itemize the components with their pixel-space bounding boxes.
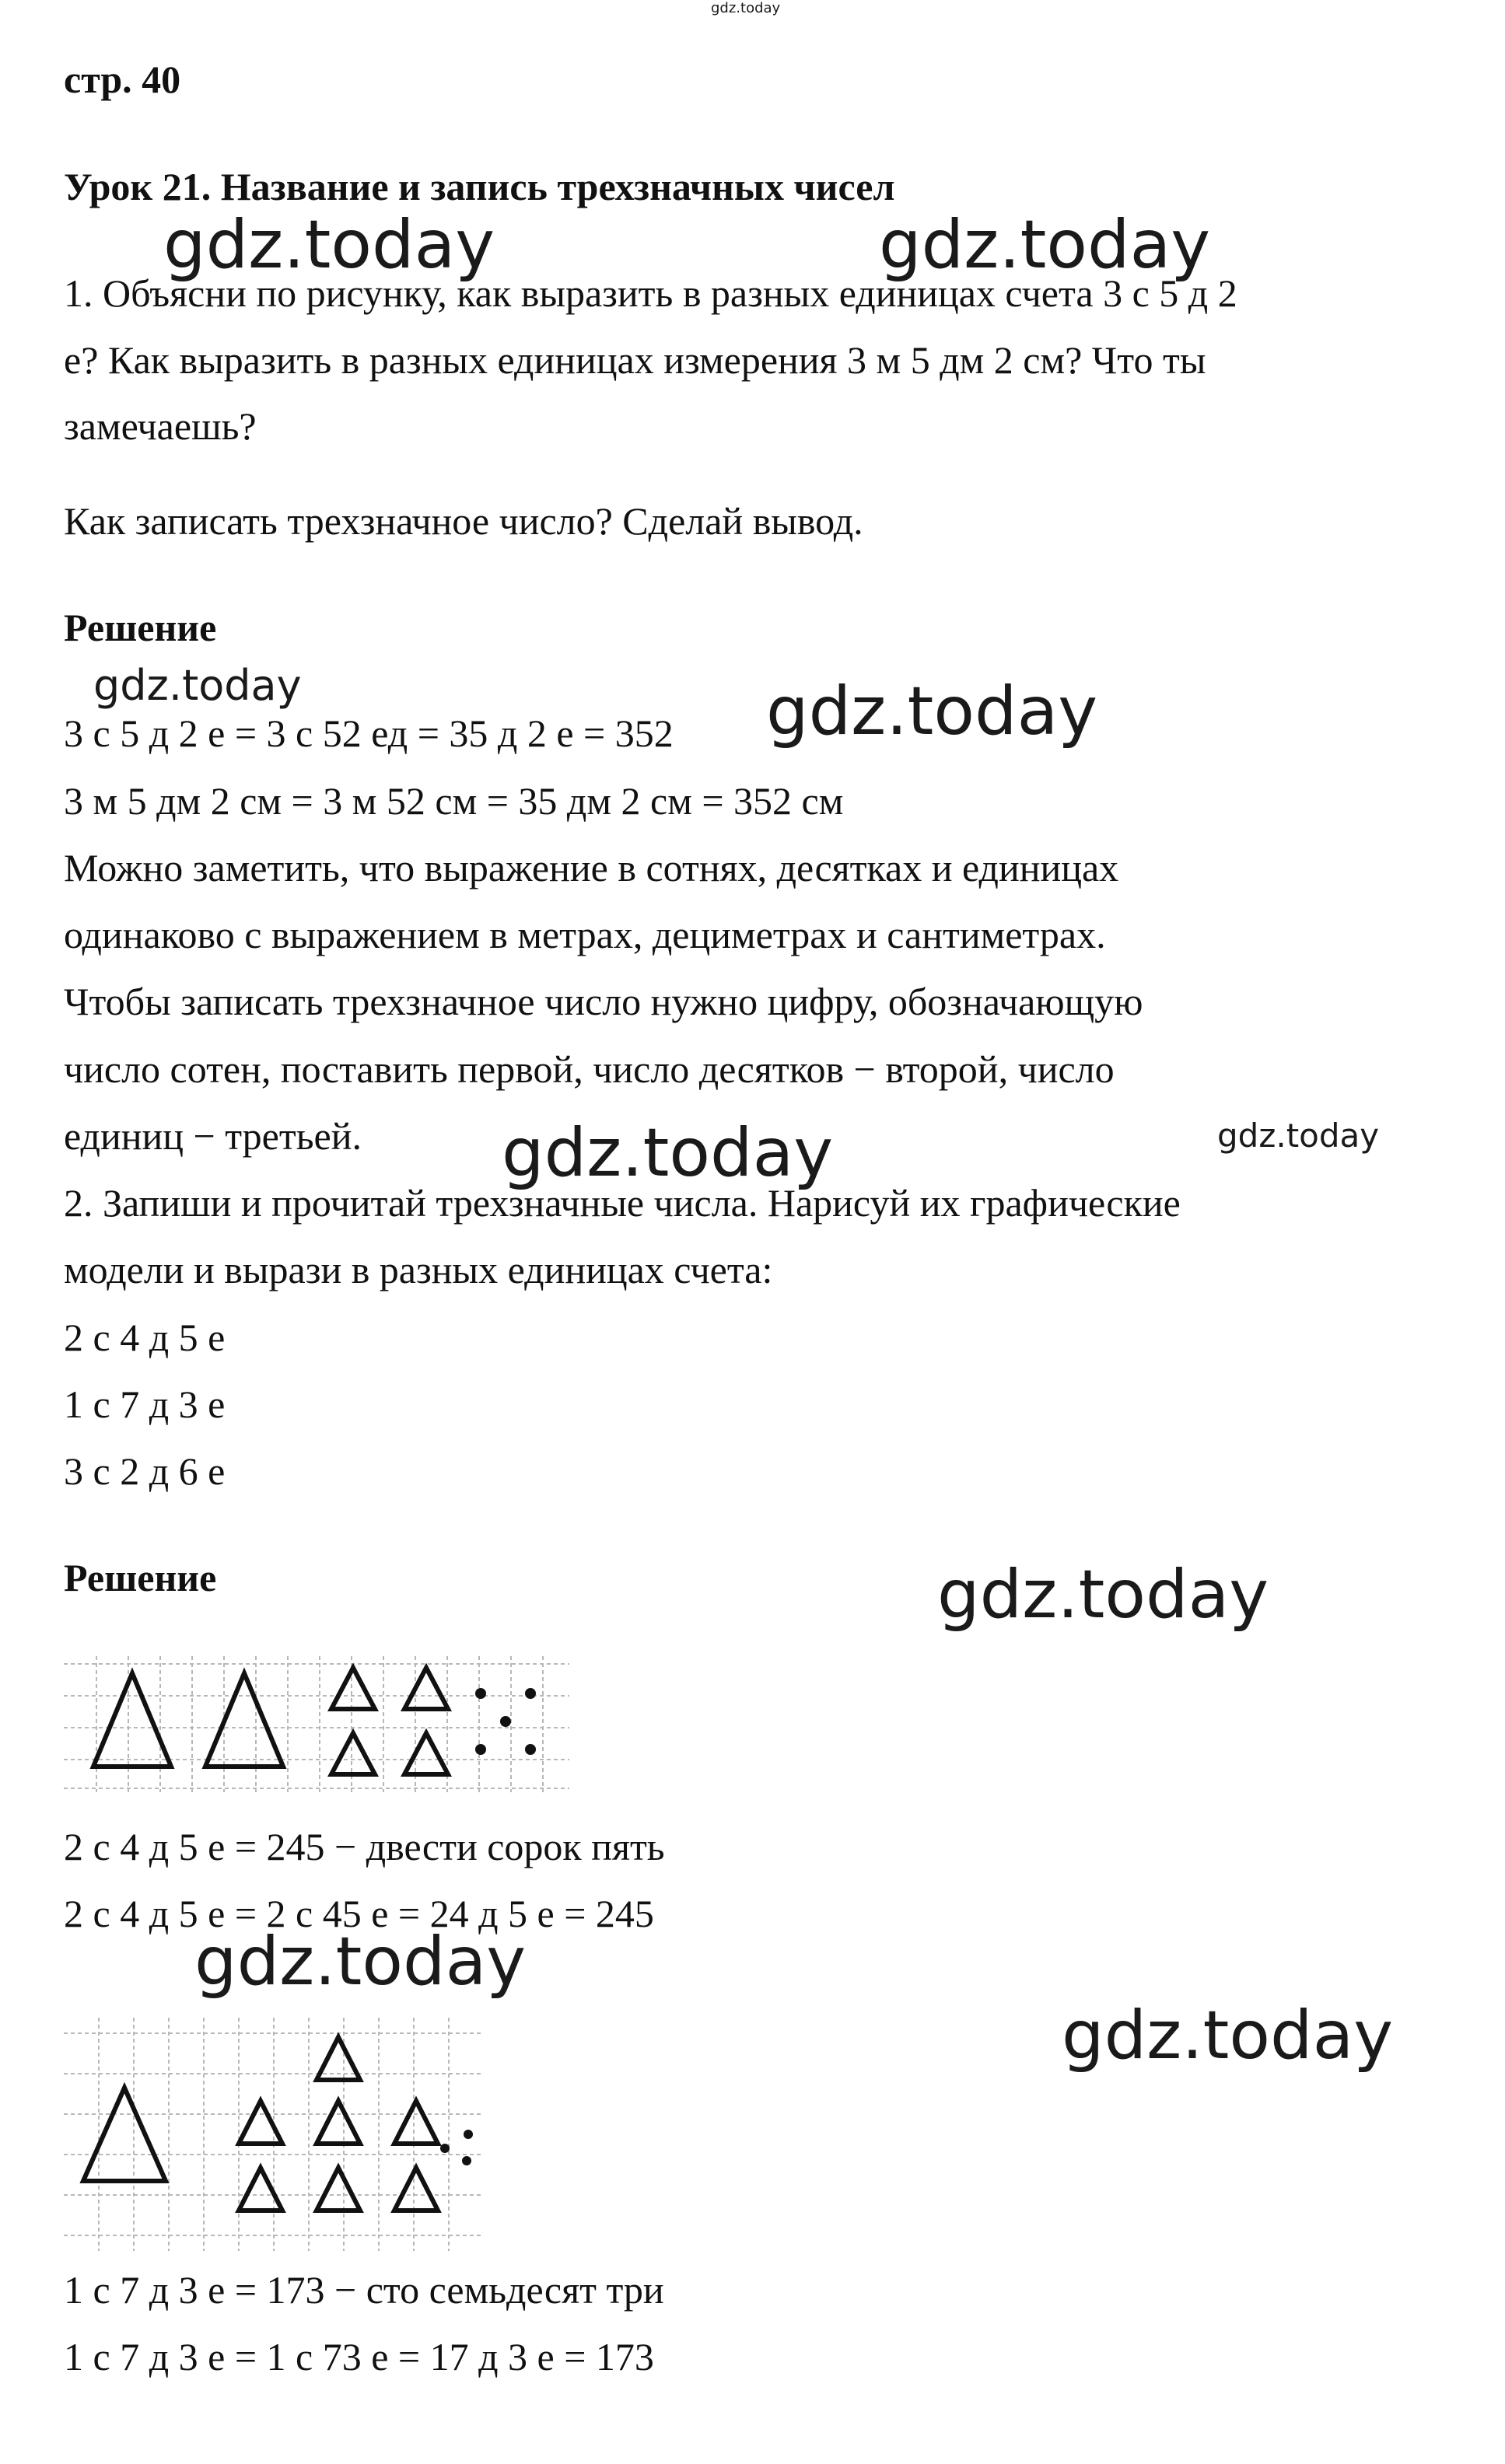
ten-triangle bbox=[239, 2168, 282, 2211]
watermark: gdz.today bbox=[93, 661, 302, 710]
task2-text-line-2: модели и вырази в разных единицах счета: bbox=[64, 1248, 773, 1291]
page-number: стр. 40 bbox=[64, 58, 181, 101]
graphic-model-245 bbox=[64, 1656, 569, 1792]
watermark-top: gdz.today bbox=[711, 0, 781, 16]
ten-triangle bbox=[394, 2168, 438, 2211]
task2-item-3: 3 с 2 д 6 е bbox=[64, 1449, 226, 1493]
graphic-model-173 bbox=[64, 2018, 484, 2251]
solution-heading-1: Решение bbox=[64, 606, 217, 649]
hundred-triangle bbox=[205, 1673, 283, 1767]
task2-item-2: 1 с 7 д 3 е bbox=[64, 1382, 226, 1426]
unit-dot bbox=[525, 1744, 536, 1755]
task1-text-line-2: е? Как выразить в разных единицах измерения 3 м 5 дм 2 см? Что ты bbox=[64, 338, 1206, 382]
solution1-line-1: 3 с 5 д 2 е = 3 с 52 ед = 35 д 2 е = 352 bbox=[64, 711, 674, 755]
watermark: gdz.today bbox=[937, 1556, 1269, 1634]
task2-text-line-1: 2. Запиши и прочитай трехзначные числа. Нарисуй их графические bbox=[64, 1181, 1181, 1225]
watermark: gdz.today bbox=[879, 206, 1211, 284]
task1-question: Как записать трехзначное число? Сделай вывод. bbox=[64, 499, 863, 543]
watermark: gdz.today bbox=[1062, 1997, 1394, 2074]
ten-triangle bbox=[317, 2168, 360, 2211]
watermark: gdz.today bbox=[502, 1114, 834, 1192]
answer-245-units: 2 с 4 д 5 е = 2 с 45 е = 24 д 5 е = 245 bbox=[64, 1892, 654, 1935]
solution1-line-5: Чтобы записать трехзначное число нужно цифру, обозначающую bbox=[64, 980, 1143, 1023]
watermark: gdz.today bbox=[766, 673, 1098, 750]
unit-dot bbox=[500, 1716, 511, 1727]
ten-triangle bbox=[404, 1668, 448, 1709]
task1-text-line-1: 1. Объясни по рисунку, как выразить в разных единицах счета 3 с 5 д 2 bbox=[64, 271, 1237, 315]
unit-dot bbox=[440, 2144, 450, 2153]
ten-triangle bbox=[394, 2101, 438, 2144]
watermark: gdz.today bbox=[163, 206, 495, 284]
watermark: gdz.today bbox=[1217, 1117, 1380, 1155]
ten-triangle bbox=[331, 1668, 375, 1709]
solution1-line-2: 3 м 5 дм 2 см = 3 м 52 см = 35 дм 2 см = 352 см bbox=[64, 779, 844, 823]
hundred-triangle bbox=[83, 2088, 166, 2181]
task2-item-1: 2 с 4 д 5 е bbox=[64, 1316, 226, 1359]
task1-text-line-3: замечаешь? bbox=[64, 404, 257, 448]
ten-triangle bbox=[331, 1733, 375, 1774]
solution1-line-4: одинаково с выражением в метрах, дециметрах и сантиметрах. bbox=[64, 913, 1106, 956]
unit-dot bbox=[475, 1688, 486, 1699]
solution1-line-3: Можно заметить, что выражение в сотнях, десятках и единицах bbox=[64, 846, 1119, 889]
unit-dot bbox=[464, 2130, 473, 2139]
unit-dot bbox=[525, 1688, 536, 1699]
answer-173-words: 1 с 7 д 3 е = 173 − сто семьдесят три bbox=[64, 2268, 664, 2312]
ten-triangle bbox=[239, 2101, 282, 2144]
solution1-line-6: число сотен, поставить первой, число десятков − второй, число bbox=[64, 1047, 1115, 1091]
ten-triangle bbox=[317, 2101, 360, 2144]
ten-triangle bbox=[404, 1733, 448, 1774]
solution-heading-2: Решение bbox=[64, 1556, 217, 1599]
solution1-line-7: единиц − третьей. bbox=[64, 1114, 362, 1158]
watermark: gdz.today bbox=[194, 1923, 527, 2001]
unit-dot bbox=[462, 2156, 471, 2165]
unit-dot bbox=[475, 1744, 486, 1755]
lesson-title: Урок 21. Название и запись трехзначных чисел bbox=[64, 165, 895, 208]
answer-245-words: 2 с 4 д 5 е = 245 − двести сорок пять bbox=[64, 1825, 665, 1868]
answer-173-units: 1 с 7 д 3 е = 1 с 73 е = 17 д 3 е = 173 bbox=[64, 2335, 654, 2378]
